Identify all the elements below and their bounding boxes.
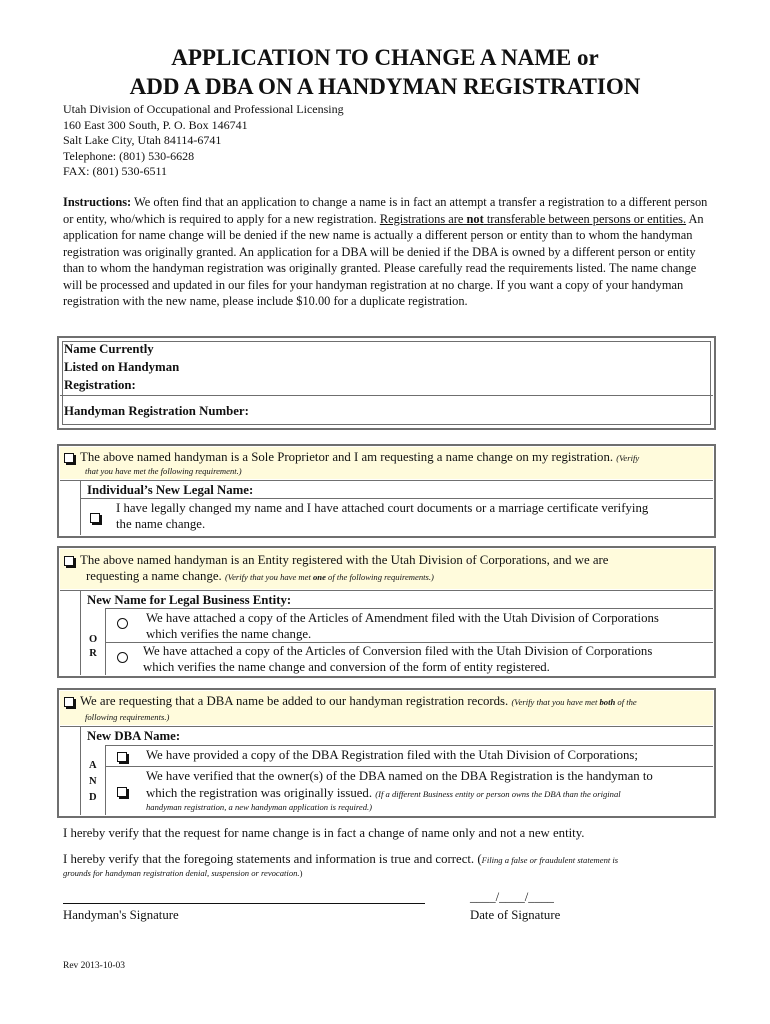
instructions-text-1: We often find that an application to change a name is in fact an attempt a transfer a registration to a different person or entity, who/which is required to apply for a new registration. [63,195,708,226]
articles-of-amendment-option: We have attached a copy of the Articles of Amendment filed with the Utah Division of Corporations which verifies the name change. [146,611,659,641]
business-entity-name-field[interactable] [340,591,710,608]
and-label: A N D [89,760,97,803]
dba-owner-note: handyman registration, a new handyman application is required.) [146,802,373,812]
sole-proprietor-header: The above named handyman is a Sole Proprietor and I am requesting a name change on my registration. (Verify [64,450,709,465]
form-title-line-2: ADD A DBA ON A HANDYMAN REGISTRATION [129,74,641,99]
dba-owner-requirement: We have verified that the owner(s) of the DBA named on the DBA Registration is the handyman to which the registration was originally issued. (If a different Business entity or person owns the DBA than the original [146,769,653,800]
sole-proprietor-note: that you have met the following requirement.) [85,466,242,476]
verify-true-statement: I hereby verify that the foregoing statements and information is true and correct. (Filing a false or fraudulent statement is [63,852,619,866]
registration-number-field[interactable] [290,398,710,426]
verify-name-change-statement: I hereby verify that the request for name change is in fact a change of name only and not a new entity. [63,826,585,840]
business-entity-name-label: New Name for Legal Business Entity: [87,593,292,607]
court-documents-requirement: I have legally changed my name and I have attached court documents or a marriage certificate verifying the name change. [116,501,649,531]
dba-name-label: New DBA Name: [87,729,181,743]
instructions-not-transferable: Registrations are not transferable between persons or entities. [379,211,687,226]
agency-street: 160 East 300 South, P. O. Box 146741 [63,117,248,132]
revision-label: Rev 2013-10-03 [63,961,126,971]
entity-header: The above named handyman is an Entity registered with the Utah Division of Corporations, and we are requesting a name change. (Verify that you have met one of the following requirements.) [64,552,608,585]
dba-registration-checkbox[interactable] [117,748,133,766]
individual-new-name-field[interactable] [275,481,710,498]
dba-registration-requirement: We have provided a copy of the DBA Registration filed with the Utah Division of Corporations; [146,748,638,762]
date-label: Date of Signature [470,908,561,922]
individual-new-name-label: Individual’s New Legal Name: [87,483,254,497]
signature-label: Handyman's Signature [63,908,179,922]
articles-of-amendment-radio[interactable] [117,618,128,629]
dba-owner-checkbox[interactable] [117,783,133,801]
verify-false-statement-note: grounds for handyman registration denial, suspension or revocation.) [63,868,303,878]
registration-number-label: Handyman Registration Number: [64,404,249,418]
dba-note: (Verify that you have met both of the [511,697,637,707]
dba-note-continued: following requirements.) [85,712,170,722]
entity-checkbox[interactable] [64,556,74,566]
instructions-label: Instructions: [63,195,132,209]
court-documents-checkbox[interactable] [90,509,106,527]
agency-address [63,102,344,180]
or-label: O R [89,634,98,659]
date-field[interactable]: ____/____/____ [470,890,554,904]
instructions-paragraph [63,194,713,310]
form-title-line-1: APPLICATION TO CHANGE A NAME or [171,45,599,70]
agency-city: Salt Lake City, Utah 84114-6741 [63,133,222,148]
dba-name-field[interactable] [200,727,710,745]
current-name-label: Name Currently Listed on Handyman Registration: [64,342,180,392]
agency-phone: Telephone: (801) 530-6628 [63,148,195,163]
current-name-field[interactable] [210,340,710,394]
agency-fax: FAX: (801) 530-6511 [63,164,167,179]
dba-checkbox[interactable] [64,697,74,707]
signature-line[interactable] [63,903,425,904]
sole-proprietor-checkbox[interactable] [64,453,74,463]
agency-name: Utah Division of Occupational and Professional Licensing [63,102,344,116]
articles-of-conversion-radio[interactable] [117,652,128,663]
dba-header: We are requesting that a DBA name be added to our handyman registration records. (Verify that you have met both of the [64,694,637,709]
instructions-text-3: An application for name change will be denied if the new name is actually a different person or entity than to whom the handyman registration was originally granted. An application for a DBA will be denied if the DBA is owned by a different person or entity than to whom the handyman registration was originally granted. Please carefully read the requirements listed. The name change will be processed and updated in our files for your handyman registration at no charge. If you want a copy of your handyman registration with the new name, please include $10.00 for a duplicate registration. [63,211,704,308]
entity-note: (Verify that you have met one of the following requirements.) [224,572,434,582]
articles-of-conversion-option: We have attached a copy of the Articles of Conversion filed with the Utah Division of Corporations which verifies the name change and conversion of the form of entity registered. [143,644,653,674]
